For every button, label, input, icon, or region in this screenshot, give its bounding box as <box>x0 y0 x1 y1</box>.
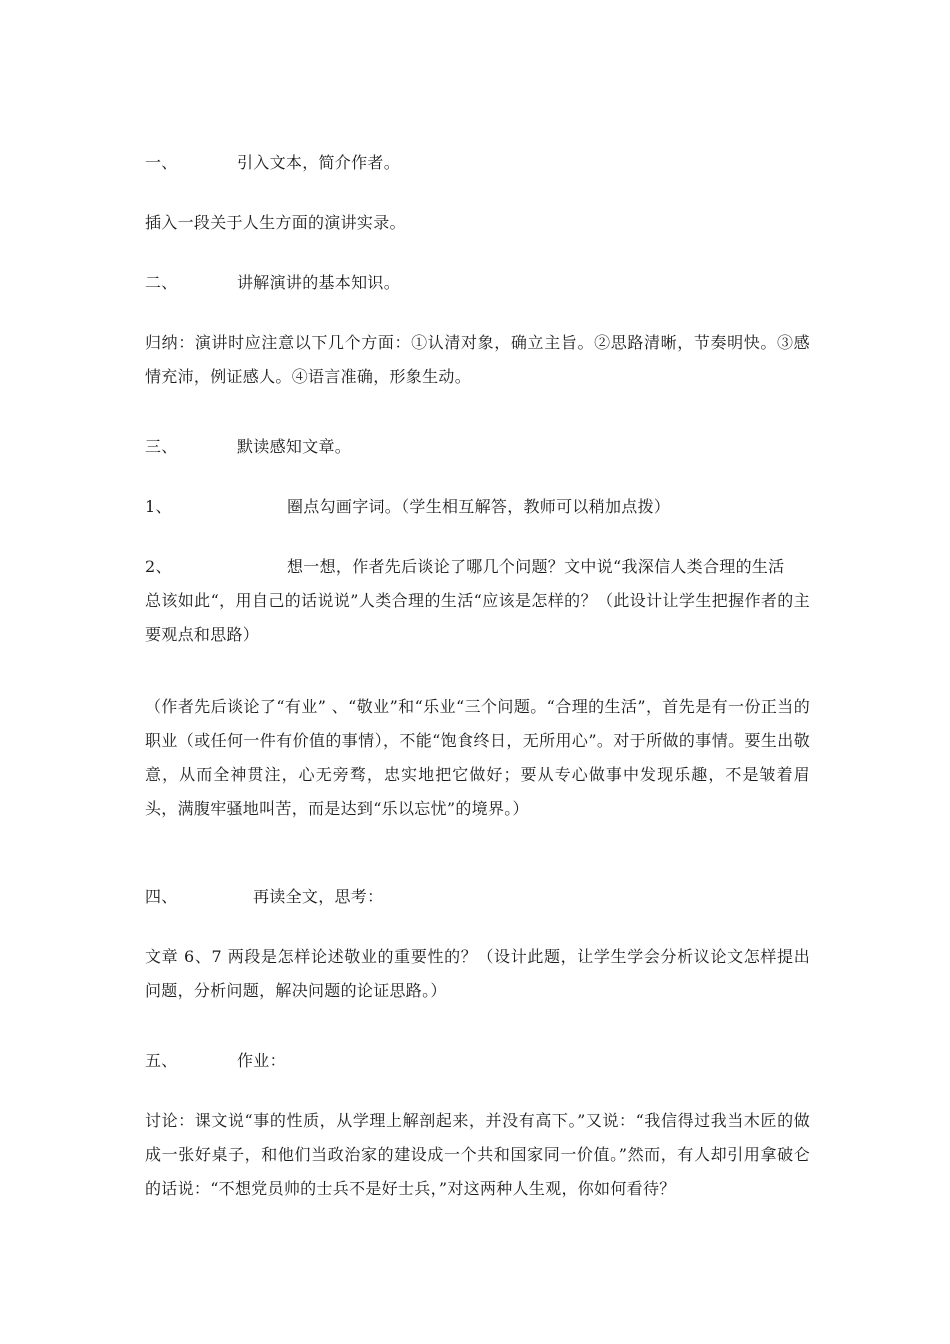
section-title: 再读全文，思考： <box>253 887 384 906</box>
item-number: 1、 <box>145 497 172 516</box>
item-text: 圈点勾画字词。（学生相互解答，教师可以稍加点拨） <box>287 497 671 516</box>
item-text-first-line: 想一想，作者先后谈论了哪几个问题？文中说“我深信人类合理的生活 <box>287 557 785 576</box>
list-item-1 <box>145 490 810 524</box>
section-title: 默读感知文章。 <box>237 437 352 456</box>
paragraph: （作者先后谈论了“有业” 、“敬业”和“乐业“三个问题。“合理的生活”，首先是有一份正当的职业（或任何一件有价值的事情），不能“饱食终日，无所用心”。对于所做的事情。要生出敬意，从而全神贯注，心无旁骛，忠实地把它做好；要从专心做事中发现乐趣，不是皱着眉头，满腹牢骚地叫苦，而是达到“乐以忘忧”的境界。） <box>145 697 810 818</box>
section-number: 三、 <box>145 437 178 456</box>
section-heading-1 <box>145 146 810 180</box>
item-text-continued: 总该如此“，用自己的话说说”人类合理的生活“应该是怎样的？（此设计让学生把握作者的主要观点和思路） <box>145 591 810 644</box>
section-title: 讲解演讲的基本知识。 <box>237 273 401 292</box>
section-heading-5 <box>145 1044 810 1078</box>
paragraph: 讨论：课文说“事的性质，从学理上解剖起来，并没有高下。”又说：“我信得过我当木匠的做成一张好桌子，和他们当政治家的建设成一个共和国家同一价值。”然而，有人却引用拿破仑的话说：“不想党员帅的士兵不是好士兵，”对这两种人生观，你如何看待？ <box>145 1111 810 1198</box>
section-number: 四、 <box>145 887 178 906</box>
section-heading-3 <box>145 430 810 464</box>
section-heading-2 <box>145 266 810 300</box>
paragraph: 文章 6、7 两段是怎样论述敬业的重要性的？（设计此题，让学生学会分析议论文怎样提出问题，分析问题，解决问题的论证思路。） <box>145 947 810 1000</box>
item-number: 2、 <box>145 557 172 576</box>
paragraph: 插入一段关于人生方面的演讲实录。 <box>145 213 406 232</box>
paragraph: 归纳：演讲时应注意以下几个方面：①认清对象，确立主旨。②思路清晰，节奏明快。③感情充沛，例证感人。④语言准确，形象生动。 <box>145 333 810 386</box>
section-number: 一、 <box>145 153 178 172</box>
section-number: 五、 <box>145 1051 178 1070</box>
section-title: 引入文本，简介作者。 <box>237 153 401 172</box>
section-title: 作业： <box>237 1051 286 1070</box>
section-number: 二、 <box>145 273 178 292</box>
section-heading-4 <box>145 880 810 914</box>
list-item-2 <box>145 550 810 652</box>
